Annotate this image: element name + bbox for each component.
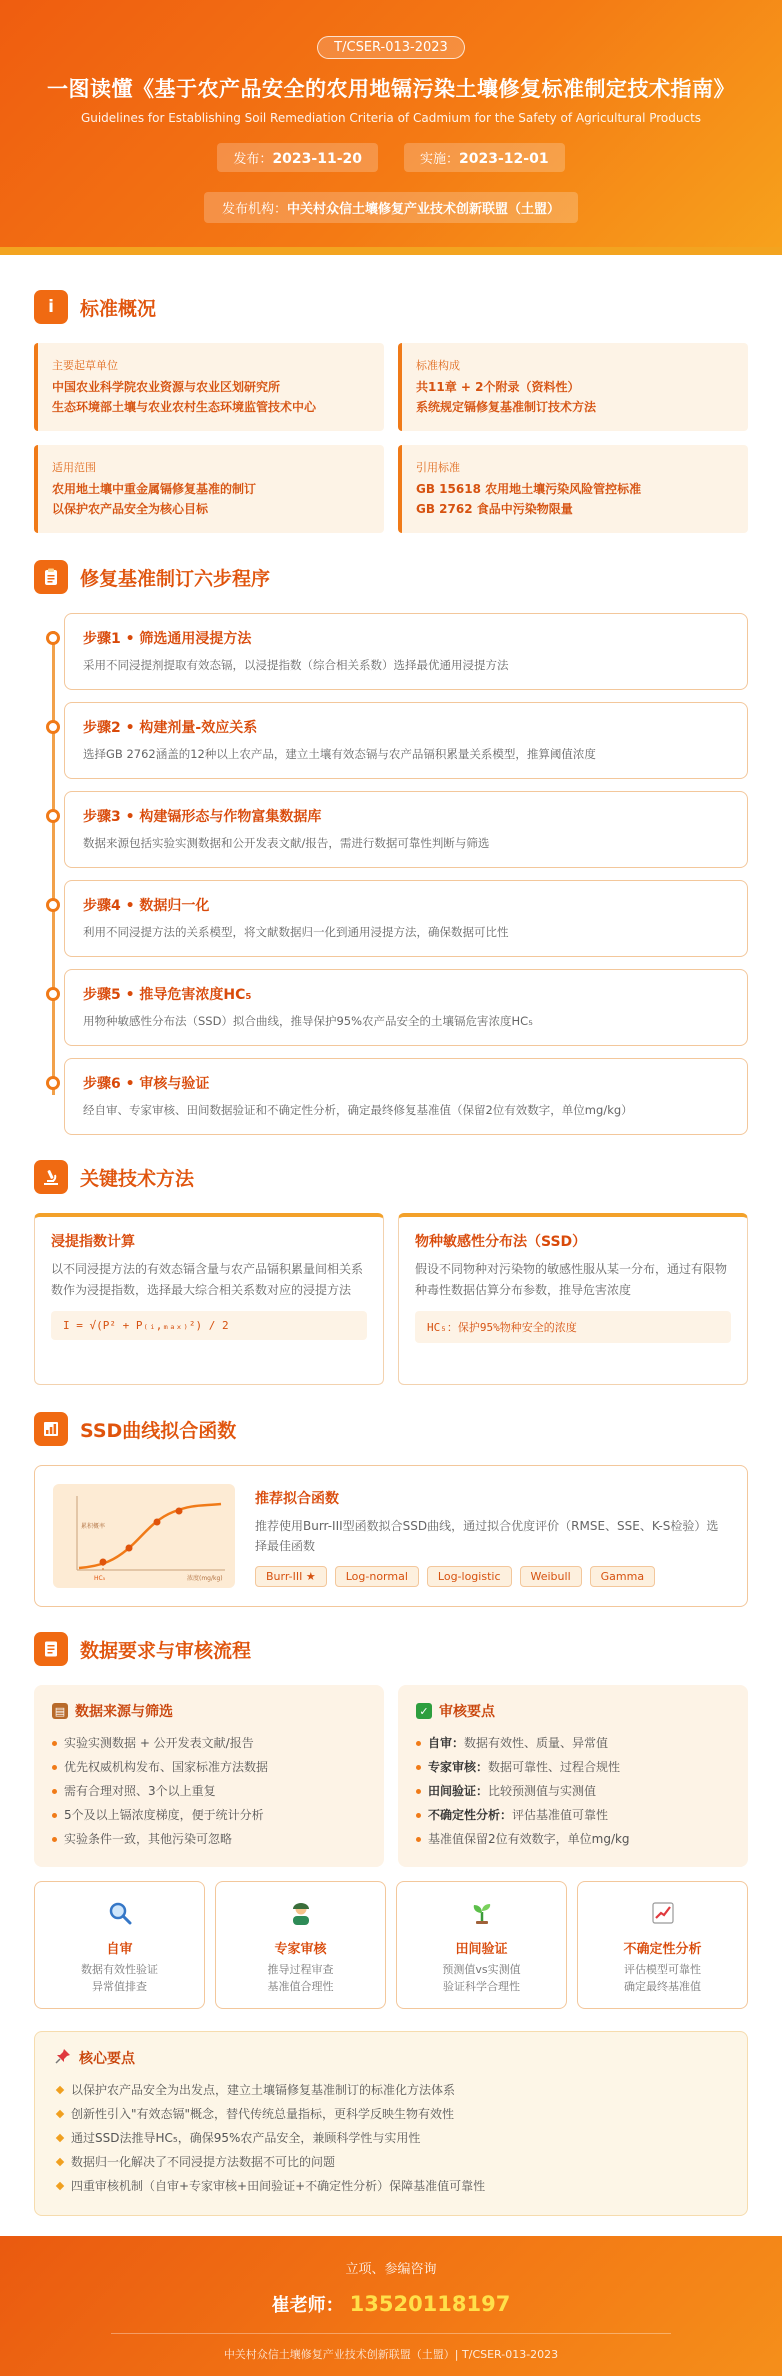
tech-card-extraction-index xyxy=(34,1213,384,1385)
page-title: 一图读懂《基于农产品安全的农用地镉污染土壤修复标准制定技术指南》 xyxy=(47,77,735,101)
formula-box: HC₅：保护95%物种安全的浓度 xyxy=(415,1311,731,1343)
tech-header xyxy=(34,1159,748,1195)
step-card xyxy=(64,969,748,1046)
clipboard-icon xyxy=(34,560,68,594)
chart-x-label: 浓度(mg/kg) xyxy=(187,1575,223,1582)
function-tag: Burr-III ★ xyxy=(255,1566,327,1587)
overview-card-text xyxy=(52,479,370,519)
overview-card-label: 标准构成 xyxy=(416,359,460,372)
footer xyxy=(0,2236,782,2376)
list-item: 自审：数据有效性、质量、异常值 xyxy=(416,1731,730,1755)
tech-card-title: 物种敏感性分布法（SSD） xyxy=(415,1234,587,1250)
check-icon: ✓ xyxy=(416,1703,432,1719)
list-item: 四重审核机制（自审+专家审核+田间验证+不确定性分析）保障基准值可靠性 xyxy=(55,2174,727,2198)
ssd-title: SSD曲线拟合函数 xyxy=(80,1419,237,1442)
pin-icon xyxy=(55,2048,71,2068)
list-item: 实验实测数据 + 公开发表文献/报告 xyxy=(52,1731,366,1755)
list-item: 通过SSD法推导HC₅，确保95%农产品安全，兼顾科学性与实用性 xyxy=(55,2126,727,2150)
bar-chart-icon xyxy=(34,1412,68,1446)
step-desc: 数据来源包括实验实测数据和公开发表文献/报告，需进行数据可靠性判断与筛选 xyxy=(83,836,490,850)
overview-card-line: GB 2762 食品中污染物限量 xyxy=(416,502,573,516)
step-title: 步骤2 • 构建剂量-效应关系 xyxy=(83,720,258,736)
timeline-dot xyxy=(46,1076,60,1090)
audit-stage-title: 田间验证 xyxy=(455,1942,508,1957)
overview-card-label: 适用范围 xyxy=(52,461,96,474)
function-tags xyxy=(255,1566,729,1587)
step-title: 步骤6 • 审核与验证 xyxy=(83,1076,210,1092)
function-tag: Log-normal xyxy=(335,1566,419,1587)
footer-divider xyxy=(111,2333,671,2334)
timeline-dot xyxy=(46,809,60,823)
audit-stage-desc: 推导过程审查 基准值合理性 xyxy=(267,1963,334,1993)
page-subtitle-en: Guidelines for Establishing Soil Remediation Criteria of Cadmium for the Safety of Agricultural Products xyxy=(80,111,702,125)
key-points-list xyxy=(55,2078,727,2198)
ssd-header xyxy=(34,1411,748,1447)
list-item: 不确定性分析：评估基准值可靠性 xyxy=(416,1803,730,1827)
tech-card-desc: 以不同浸提方法的有效态镉含量与农产品镉积累量间相关系数作为浸提指数，选择最大综合相关系数对应的浸提方法 xyxy=(51,1262,364,1297)
audit-stage-uncertainty xyxy=(577,1881,748,2009)
function-tag: Weibull xyxy=(520,1566,582,1587)
ssd-card xyxy=(34,1465,748,1607)
step-card xyxy=(64,702,748,779)
step-card xyxy=(64,1058,748,1135)
footer-contact xyxy=(0,2291,782,2317)
step-desc: 经自审、专家审核、田间数据验证和不确定性分析，确定最终修复基准值（保留2位有效数字，单位mg/kg） xyxy=(83,1103,633,1117)
contact-phone[interactable]: 13520118197 xyxy=(349,2292,511,2316)
ssd-text xyxy=(255,1484,729,1588)
overview-card-line: 以保护农产品安全为核心目标 xyxy=(52,502,209,516)
audit-title: 审核要点 xyxy=(439,1704,495,1720)
implement-date-pill xyxy=(404,143,565,172)
steps-section xyxy=(0,559,782,1135)
trend-chart-icon xyxy=(578,1898,747,1928)
tech-card-title: 浸提指数计算 xyxy=(51,1234,135,1250)
step-card xyxy=(64,613,748,690)
key-points-card xyxy=(34,2031,748,2216)
overview-grid xyxy=(34,343,748,533)
publish-date-pill xyxy=(217,143,378,172)
implement-label: 实施： xyxy=(420,152,460,167)
audit-stage-title: 自审 xyxy=(106,1942,133,1957)
timeline-dot xyxy=(46,720,60,734)
overview-header xyxy=(34,289,748,325)
sprout-icon xyxy=(397,1898,566,1928)
overview-card-composition xyxy=(398,343,748,431)
steps-title: 修复基准制订六步程序 xyxy=(80,567,271,590)
step-title: 步骤3 • 构建镉形态与作物富集数据库 xyxy=(83,809,322,825)
timeline-line xyxy=(52,631,55,1095)
overview-title: 标准概况 xyxy=(80,297,157,320)
tech-card-desc: 假设不同物种对污染物的敏感性服从某一分布，通过有限物种毒性数据估算分布参数，推导危害浓度 xyxy=(415,1262,728,1297)
info-icon: i xyxy=(34,290,68,324)
timeline-dot xyxy=(46,631,60,645)
audit-stage-expert-review xyxy=(215,1881,386,2009)
overview-card-text xyxy=(416,479,734,519)
microscope-icon xyxy=(34,1160,68,1194)
overview-card-label: 主要起草单位 xyxy=(52,359,118,372)
list-item: 基准值保留2位有效数字，单位mg/kg xyxy=(416,1827,730,1851)
timeline-dot xyxy=(46,987,60,1001)
steps-timeline xyxy=(34,613,748,1135)
audit-stage-desc: 评估模型可靠性 确定最终基准值 xyxy=(624,1963,701,1993)
data-source-title: 数据来源与筛选 xyxy=(75,1704,173,1720)
audit-stage-field-verification xyxy=(396,1881,567,2009)
list-item: 需有合理对照、3个以上重复 xyxy=(52,1779,366,1803)
data-review-title: 数据要求与审核流程 xyxy=(80,1639,252,1662)
data-point xyxy=(154,1519,161,1526)
key-points-title-row xyxy=(55,2048,727,2068)
ssd-section xyxy=(0,1411,782,1607)
date-row xyxy=(0,143,782,172)
list-item: 专家审核：数据可靠性、过程合规性 xyxy=(416,1755,730,1779)
audit-points-card xyxy=(398,1685,748,1867)
step-desc: 采用不同浸提剂提取有效态镉，以浸提指数（综合相关系数）选择最优通用浸提方法 xyxy=(83,658,509,672)
overview-card-text xyxy=(52,377,370,417)
step-card xyxy=(64,880,748,957)
list-item: 优先权威机构发布、国家标准方法数据 xyxy=(52,1755,366,1779)
step-desc: 选择GB 2762涵盖的12种以上农产品，建立土壤有效态镉与农产品镉积累量关系模型，推算阈值浓度 xyxy=(83,747,596,761)
list-item: 实验条件一致，其他污染可忽略 xyxy=(52,1827,366,1851)
implement-date: 2023-12-01 xyxy=(459,151,549,167)
footer-subtitle: 立项、参编咨询 xyxy=(345,2262,437,2277)
data-review-grid xyxy=(34,1685,748,1867)
overview-card-line: 共11章 + 2个附录（资料性） xyxy=(416,380,580,394)
tech-card-ssd xyxy=(398,1213,748,1385)
fit-title: 推荐拟合函数 xyxy=(255,1491,339,1507)
header-bottom-strip xyxy=(0,247,782,255)
book-icon: ▤ xyxy=(52,1703,68,1719)
data-point xyxy=(126,1545,133,1552)
publisher-label: 发布机构： xyxy=(221,202,287,217)
ssd-curve-illustration xyxy=(53,1484,235,1588)
document-icon xyxy=(34,1632,68,1666)
publisher-pill xyxy=(204,192,578,223)
publish-date: 2023-11-20 xyxy=(272,151,362,167)
key-points-section xyxy=(0,2031,782,2216)
contact-label: 崔老师： xyxy=(271,2295,344,2316)
audit-title-row xyxy=(416,1701,730,1721)
step-title: 步骤1 • 筛选通用浸提方法 xyxy=(83,631,252,647)
standard-code-badge: T/CSER-013-2023 xyxy=(317,36,465,59)
steps-header xyxy=(34,559,748,595)
overview-card-line: 系统规定镉修复基准制订技术方法 xyxy=(416,400,597,414)
step-title: 步骤5 • 推导危害浓度HC₅ xyxy=(83,987,252,1003)
magnifier-icon xyxy=(35,1898,204,1928)
data-point xyxy=(100,1559,107,1566)
tech-grid xyxy=(34,1213,748,1385)
data-review-section xyxy=(0,1631,782,2009)
publish-label: 发布： xyxy=(233,152,273,167)
audit-stage-self-review xyxy=(34,1881,205,2009)
overview-card-line: 农用地土壤中重金属镉修复基准的制订 xyxy=(52,482,257,496)
list-item: 创新性引入"有效态镉"概念，替代传统总量指标，更科学反映生物有效性 xyxy=(55,2102,727,2126)
audit-stage-title: 专家审核 xyxy=(274,1942,327,1957)
function-tag: Gamma xyxy=(590,1566,655,1587)
publisher-name: 中关村众信土壤修复产业技术创新联盟（土盟） xyxy=(287,202,561,217)
fit-desc: 推荐使用Burr-III型函数拟合SSD曲线，通过拟合优度评价（RMSE、SSE、K-S检验）选择最佳函数 xyxy=(255,1519,719,1553)
function-tag: Log-logistic xyxy=(427,1566,512,1587)
data-source-card xyxy=(34,1685,384,1867)
overview-card-scope xyxy=(34,445,384,533)
step-title: 步骤4 • 数据归一化 xyxy=(83,898,210,914)
list-item: 数据归一化解决了不同浸提方法数据不可比的问题 xyxy=(55,2150,727,2174)
timeline-dot xyxy=(46,898,60,912)
expert-icon xyxy=(216,1898,385,1928)
overview-section xyxy=(0,289,782,533)
step-desc: 用物种敏感性分布法（SSD）拟合曲线，推导保护95%农产品安全的土壤镉危害浓度HC₅ xyxy=(83,1014,533,1028)
step-desc: 利用不同浸提方法的关系模型，将文献数据归一化到通用浸提方法，确保数据可比性 xyxy=(83,925,509,939)
step-card xyxy=(64,791,748,868)
footer-copyright: 中关村众信土壤修复产业技术创新联盟（土盟）| T/CSER-013-2023 xyxy=(223,2348,559,2361)
tech-title: 关键技术方法 xyxy=(80,1167,195,1190)
overview-card-line: 中国农业科学院农业资源与农业区划研究所 xyxy=(52,380,281,394)
chart-y-label: 累积概率 xyxy=(81,1523,106,1530)
chart-hc5-label: HC₅ xyxy=(94,1575,106,1582)
audit-stages-row xyxy=(34,1881,748,2009)
overview-card-line: 生态环境部土壤与农业农村生态环境监管技术中心 xyxy=(52,400,317,414)
overview-card-line: GB 15618 农用地土壤污染风险管控标准 xyxy=(416,482,642,496)
formula-box: I = √(P² + P₍ᵢ,ₘₐₓ₎²) / 2 xyxy=(51,1311,367,1340)
list-item: 5个及以上镉浓度梯度，便于统计分析 xyxy=(52,1803,366,1827)
list-item: 以保护农产品安全为出发点，建立土壤镉修复基准制订的标准化方法体系 xyxy=(55,2078,727,2102)
data-source-title-row xyxy=(52,1701,366,1721)
audit-list xyxy=(416,1731,730,1851)
audit-stage-title: 不确定性分析 xyxy=(623,1942,702,1957)
data-review-header xyxy=(34,1631,748,1667)
data-point xyxy=(176,1508,183,1515)
header-banner xyxy=(0,0,782,255)
data-source-list xyxy=(52,1731,366,1851)
overview-card-label: 引用标准 xyxy=(416,461,460,474)
tech-section xyxy=(0,1159,782,1385)
audit-stage-desc: 数据有效性验证 异常值排查 xyxy=(81,1963,158,1993)
ssd-fit-curve xyxy=(79,1504,221,1568)
audit-stage-desc: 预测值vs实测值 验证科学合理性 xyxy=(442,1963,521,1993)
key-points-title: 核心要点 xyxy=(79,2051,135,2067)
overview-card-drafter xyxy=(34,343,384,431)
list-item: 田间验证：比较预测值与实测值 xyxy=(416,1779,730,1803)
overview-card-text xyxy=(416,377,734,417)
overview-card-references xyxy=(398,445,748,533)
